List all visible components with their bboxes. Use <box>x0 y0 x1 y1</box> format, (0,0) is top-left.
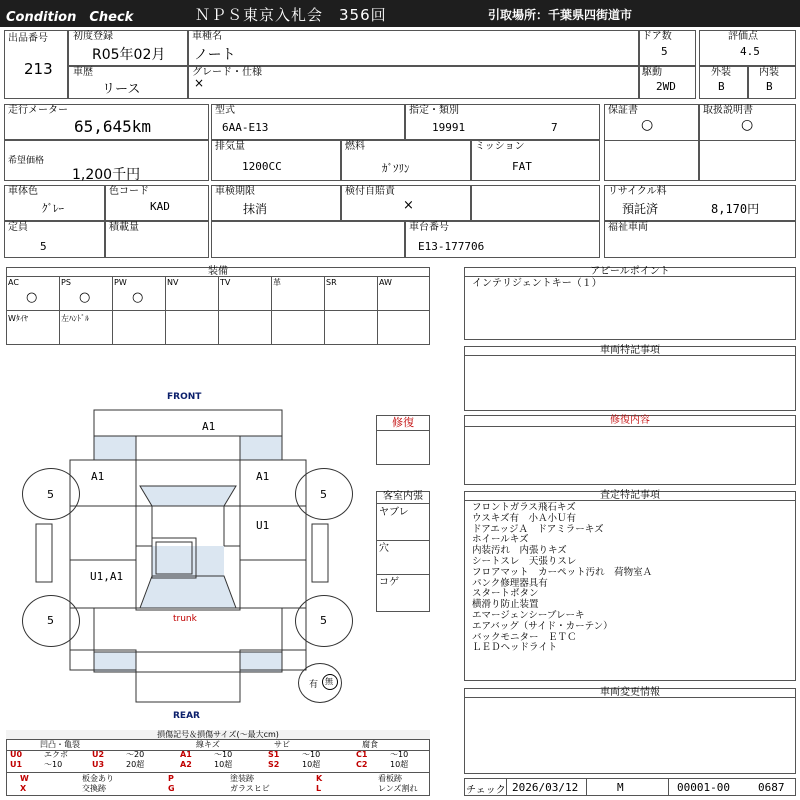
inspection-note-line: 横滑り防止装置 <box>472 599 539 611</box>
header-center-title: ＮＰＳ東京入札会 356回 <box>195 6 387 24</box>
inspection-note-line: 内装汚れ 内張りキズ <box>472 545 567 557</box>
footer-div-3 <box>668 778 669 796</box>
legend-misc-desc: 交換跡 <box>82 784 106 793</box>
color-code-value: KAD <box>150 200 170 213</box>
mark-front-right: A1 <box>256 470 270 483</box>
inspection-note-line: フロアマット カーペット汚れ 荷物室Ａ <box>472 566 653 578</box>
inspection-note-line: フロントガラス飛石キズ <box>472 502 576 513</box>
legend-code: S2 <box>268 760 280 769</box>
header-pickup: 引取場所：千葉県四街道市 <box>488 8 633 22</box>
inspection-note-line: ウスキズ有 小Ａ小Ｕ有 <box>472 512 577 524</box>
inspection-note-line: ＬＥＤヘッドライト <box>472 642 558 654</box>
repair-detail-title: 修復内容 <box>464 415 796 427</box>
legend-code: S1 <box>268 750 280 759</box>
tire-front-right-value: 5 <box>320 488 327 501</box>
legend-misc-code: X <box>20 784 27 793</box>
legend-misc-desc: レンズ割れ <box>378 784 418 793</box>
grade-value: × <box>194 76 205 90</box>
equipment-title: 装備 <box>6 267 430 277</box>
manual-label: 取扱説明書 <box>703 105 753 116</box>
cabin-div-1 <box>376 540 430 541</box>
legend-misc-code: K <box>316 774 323 783</box>
legend-misc-code: L <box>316 784 322 793</box>
legend-misc-desc: 板金あり <box>82 774 114 783</box>
displacement-value: 1200CC <box>242 160 282 173</box>
equipment-col-divider <box>59 277 60 345</box>
cabin-title: 客室内張 <box>376 491 430 504</box>
load-label: 積載量 <box>109 222 139 233</box>
legend-desc: 10超 <box>390 760 409 769</box>
model-value: ノート <box>194 47 236 63</box>
legend-desc: 〜10 <box>44 760 63 769</box>
footer-number: 0687 <box>758 781 785 794</box>
legend-misc-desc: 塗装跡 <box>230 774 254 783</box>
inspection-note-line: バックモニター ＥＴＣ <box>472 631 577 643</box>
appeal-text: インテリジェントキー（１） <box>472 278 602 289</box>
insurance-label: 検付自賠責 <box>345 186 395 197</box>
legend-desc: 〜10 <box>390 750 409 759</box>
footer-div-2 <box>586 778 587 796</box>
legend-code: U3 <box>92 760 105 769</box>
color-code-label: 色コード <box>109 186 149 197</box>
equipment-label-4: TV <box>220 278 231 287</box>
blank-box-a <box>471 185 600 221</box>
interior-value: B <box>766 80 773 93</box>
inspection-note-line: シートスレ 天張りスレ <box>472 555 577 567</box>
legend-desc: 10超 <box>302 760 321 769</box>
equipment-row2-0: Wﾀｲﾔ <box>8 314 28 323</box>
inspection-note-line: ドアエッジＡ ドアミラーキズ <box>472 523 604 535</box>
inspection-note-line: パンク修理器具有 <box>472 577 548 589</box>
mark-roof-front: A1 <box>202 420 216 433</box>
equipment-label-7: AW <box>379 278 392 287</box>
odometer-value: 65,645km <box>74 117 152 136</box>
legend-title: 損傷記号＆損傷サイズ(〜最大cm) <box>6 730 430 740</box>
legend-code: A1 <box>180 750 192 759</box>
score-value: 4.5 <box>740 45 760 58</box>
designation-value: 19991 <box>432 121 466 134</box>
legend-misc-desc: 看板跡 <box>378 774 402 783</box>
insurance-value: × <box>403 198 414 213</box>
type-label: 型式 <box>215 105 235 116</box>
trunk-label: trunk <box>173 614 197 624</box>
equipment-label-2: PW <box>114 278 127 287</box>
tire-rear-right-value: 5 <box>320 614 327 627</box>
score-label: 評価点 <box>728 31 758 42</box>
recycle-label: リサイクル料 <box>608 186 667 197</box>
legend-misc-code: G <box>168 784 175 793</box>
equipment-mark-2: ○ <box>132 290 144 305</box>
mission-label: ミッション <box>475 141 525 152</box>
drive-label: 駆動 <box>642 67 662 78</box>
repair-title: 修復 <box>376 415 430 431</box>
special-title: 車両特記事項 <box>464 346 796 356</box>
footer-code: 00001-00 <box>677 781 730 794</box>
doors-label: ドア数 <box>642 31 672 42</box>
legend-desc: エクボ <box>44 750 68 759</box>
legend-group-0: 凹凸・亀裂 <box>40 740 80 749</box>
inspection-note-line: ホイールキズ <box>472 534 529 546</box>
equipment-label-6: SR <box>326 278 337 287</box>
equipment-col-divider <box>112 277 113 345</box>
equipment-label-1: PS <box>61 278 71 287</box>
recycle-status: 預託済 <box>622 202 659 216</box>
warranty-label: 保証書 <box>608 105 638 116</box>
inspection-value: 抹消 <box>243 202 268 216</box>
welfare-label: 福祉車両 <box>608 222 648 233</box>
checker: M <box>617 781 624 794</box>
legend-code: C2 <box>356 760 368 769</box>
recycle-fee: 8,170円 <box>711 202 760 216</box>
legend-misc-code: W <box>20 774 29 783</box>
legend-desc: 20超 <box>126 760 145 769</box>
legend-misc-desc: ガラスヒビ <box>230 784 270 793</box>
legend-group-3: 腐食 <box>362 740 378 749</box>
fuel-label: 燃料 <box>345 141 365 152</box>
equipment-col-divider <box>218 277 219 345</box>
equipment-row2-1: 左ﾊﾝﾄﾞﾙ <box>61 314 89 323</box>
cabin-item-tear: ヤブレ <box>379 507 409 518</box>
tire-rear-left-value: 5 <box>47 614 54 627</box>
legend-desc: 〜20 <box>126 750 145 759</box>
appeal-title: アピールポイント <box>464 267 796 277</box>
footer-div-1 <box>506 778 507 796</box>
exterior-value: B <box>718 80 725 93</box>
body-color-value: ｸﾞﾚｰ <box>42 202 64 215</box>
odometer-label: 走行メーター <box>8 105 68 116</box>
legend-code: U1 <box>10 760 23 769</box>
lot-label: 出品番号 <box>8 33 48 44</box>
legend-desc: 〜10 <box>214 750 233 759</box>
inspection-label: 車検期限 <box>215 186 255 197</box>
rear-label: REAR <box>173 711 200 721</box>
change-info-title: 車両変更情報 <box>464 688 796 698</box>
equipment-col-divider <box>324 277 325 345</box>
legend-divider <box>6 750 430 751</box>
drive-value: 2WD <box>656 80 676 93</box>
price-label: 希望価格 <box>8 156 45 166</box>
legend-code: U0 <box>10 750 23 759</box>
history-value: リース <box>102 82 141 97</box>
designation-label: 指定・類別 <box>409 105 459 116</box>
doors-value: 5 <box>661 45 668 58</box>
equipment-col-divider <box>165 277 166 345</box>
manual-value: ○ <box>741 117 754 133</box>
legend-desc: 〜10 <box>302 750 321 759</box>
equipment-label-0: AC <box>8 278 19 287</box>
equipment-mark-1: ○ <box>79 290 91 305</box>
blank-box-b <box>211 221 405 258</box>
mark-left-rear: U1,A1 <box>90 570 124 583</box>
capacity-label: 定員 <box>8 222 28 233</box>
grade-label: グレード・仕様 <box>192 67 262 78</box>
legend-code: A2 <box>180 760 192 769</box>
price-value: 1,200千円 <box>72 167 141 183</box>
type-value: 6AA-E13 <box>222 121 269 134</box>
capacity-value: 5 <box>40 240 47 253</box>
spare-value: 有 <box>309 680 319 690</box>
check-label: チェック <box>466 785 506 796</box>
displacement-label: 排気量 <box>215 141 245 152</box>
inspection-note-line: スタートボタン <box>472 588 539 600</box>
change-info-panel <box>464 688 796 774</box>
inspection-note-line: エマージェンシーブレーキ <box>472 609 585 621</box>
inspection-note-line: エアバッグ（サイド・カーテン） <box>472 620 613 632</box>
inspection-notes-title: 査定特記事項 <box>464 491 796 501</box>
equipment-col-divider <box>271 277 272 345</box>
exterior-label: 外装 <box>711 67 731 78</box>
legend-divider <box>6 772 430 773</box>
first-reg-value: R05年02月 <box>92 47 166 63</box>
mission-value: FAT <box>512 160 532 173</box>
mark-front-left: A1 <box>91 470 105 483</box>
legend-code: U2 <box>92 750 105 759</box>
spare-none-text: 無 <box>325 677 333 686</box>
mark-right-door: U1 <box>256 519 270 532</box>
lot-number: 213 <box>24 60 53 78</box>
body-color-label: 車体色 <box>8 186 38 197</box>
legend-code: C1 <box>356 750 368 759</box>
interior-label: 内装 <box>759 67 779 78</box>
equipment-label-3: NV <box>167 278 179 287</box>
equipment-col-divider <box>377 277 378 345</box>
history-label: 車歴 <box>73 67 93 78</box>
cabin-div-2 <box>376 574 430 575</box>
model-box <box>188 30 639 66</box>
equipment-label-5: 革 <box>273 278 281 287</box>
warranty-value: ○ <box>641 117 654 133</box>
cabin-item-hole: 穴 <box>379 543 389 554</box>
header-left-title: Condition Check <box>6 10 134 25</box>
chassis-value: E13-177706 <box>418 240 485 253</box>
tire-front-left-value: 5 <box>47 488 54 501</box>
legend-desc: 10超 <box>214 760 233 769</box>
chassis-label: 車台番号 <box>409 222 449 233</box>
fuel-value: ｶﾞｿﾘﾝ <box>382 162 410 175</box>
first-reg-label: 初度登録 <box>73 31 113 42</box>
model-label: 車種名 <box>192 31 222 42</box>
equipment-mark-0: ○ <box>26 290 38 305</box>
legend-group-1: 線キズ <box>196 740 220 749</box>
legend-misc-code: P <box>168 774 174 783</box>
legend-group-2: サビ <box>274 740 290 749</box>
inspection-notes-list <box>472 503 652 654</box>
check-date: 2026/03/12 <box>512 781 579 794</box>
cabin-item-burn: コゲ <box>379 577 399 588</box>
category-value: 7 <box>551 121 558 134</box>
front-label: FRONT <box>167 392 202 402</box>
